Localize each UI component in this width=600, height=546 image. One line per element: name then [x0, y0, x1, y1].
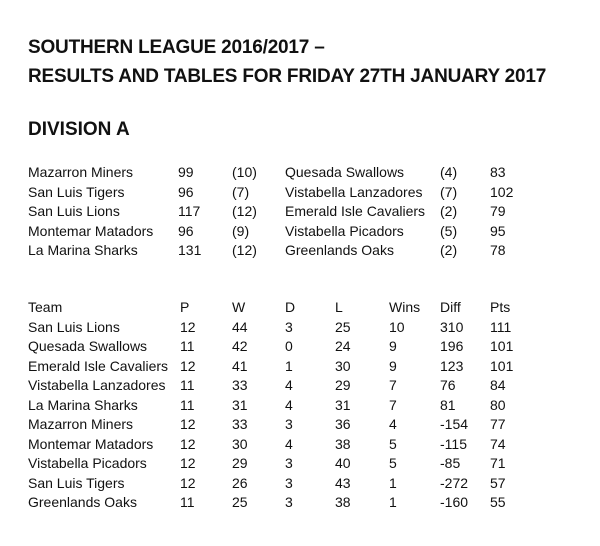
drawn: 3 [285, 416, 293, 432]
home-score: 96 [178, 183, 194, 200]
diff: -160 [440, 494, 469, 510]
away-score: 79 [490, 203, 506, 219]
away-score: 95 [490, 222, 506, 239]
home-points: (12) [232, 203, 257, 219]
points: 57 [490, 474, 506, 491]
page-title-line-1: SOUTHERN LEAGUE 2016/2017 – [28, 37, 325, 58]
won: 41 [232, 357, 248, 374]
points: 101 [490, 357, 514, 374]
won: 31 [232, 396, 248, 413]
away-team: Emerald Isle Cavaliers [285, 203, 426, 219]
drawn: 3 [285, 474, 293, 491]
drawn: 3 [285, 318, 293, 335]
away-points: (2) [440, 242, 458, 258]
diff: 81 [440, 396, 456, 413]
lost: 24 [335, 338, 351, 354]
played: 11 [180, 338, 195, 354]
played: 12 [180, 357, 196, 374]
wins: 4 [389, 416, 397, 432]
drawn: 3 [285, 455, 293, 471]
header-team: Team [28, 299, 63, 315]
played: 12 [180, 455, 196, 471]
points: 74 [490, 435, 506, 452]
home-points: (12) [232, 242, 257, 258]
points: 77 [490, 416, 506, 432]
diff: -85 [440, 455, 461, 471]
wins: 7 [389, 396, 397, 413]
home-score: 131 [178, 242, 202, 258]
won: 44 [232, 318, 248, 335]
team-name: Montemar Matadors [28, 435, 154, 452]
played: 12 [180, 416, 196, 432]
header-played: P [180, 299, 190, 315]
wins: 5 [389, 435, 397, 452]
lost: 29 [335, 377, 351, 393]
diff: 310 [440, 318, 464, 335]
played: 11 [180, 377, 195, 393]
team-name: La Marina Sharks [28, 396, 138, 413]
wins: 5 [389, 455, 397, 471]
team-name: Emerald Isle Cavaliers [28, 357, 169, 374]
lost: 38 [335, 494, 351, 510]
lost: 25 [335, 318, 351, 335]
team-name: Mazarron Miners [28, 416, 134, 432]
diff: -154 [440, 416, 469, 432]
home-team: San Luis Lions [28, 203, 120, 219]
home-team: Montemar Matadors [28, 222, 154, 239]
won: 29 [232, 455, 248, 471]
wins: 10 [389, 318, 405, 335]
home-points: (10) [232, 164, 257, 180]
drawn: 4 [285, 377, 293, 393]
home-score: 99 [178, 164, 194, 180]
away-points: (7) [440, 183, 458, 200]
lost: 43 [335, 474, 351, 491]
won: 33 [232, 416, 248, 432]
away-score: 102 [490, 183, 514, 200]
lost: 40 [335, 455, 351, 471]
wins: 9 [389, 338, 397, 354]
won: 42 [232, 338, 248, 354]
away-team: Greenlands Oaks [285, 242, 394, 258]
team-name: San Luis Lions [28, 318, 120, 335]
played: 12 [180, 435, 196, 452]
wins: 1 [389, 494, 397, 510]
points: 71 [490, 455, 506, 471]
team-name: Vistabella Picadors [28, 455, 147, 471]
drawn: 3 [285, 494, 293, 510]
points: 55 [490, 494, 506, 510]
header-points: Pts [490, 299, 511, 315]
diff: 196 [440, 338, 464, 354]
away-score: 83 [490, 164, 506, 180]
header-drawn: D [285, 299, 296, 315]
drawn: 1 [285, 357, 293, 374]
team-name: Greenlands Oaks [28, 494, 137, 510]
drawn: 4 [285, 396, 293, 413]
team-name: Quesada Swallows [28, 338, 148, 354]
home-team: San Luis Tigers [28, 183, 125, 200]
away-team: Vistabella Picadors [285, 222, 404, 239]
lost: 30 [335, 357, 351, 374]
header-lost: L [335, 299, 343, 315]
points: 84 [490, 377, 506, 393]
won: 26 [232, 474, 248, 491]
wins: 1 [389, 474, 397, 491]
home-team: Mazarron Miners [28, 164, 134, 180]
header-won: W [232, 299, 246, 315]
home-points: (7) [232, 183, 250, 200]
home-points: (9) [232, 222, 250, 239]
wins: 9 [389, 357, 397, 374]
diff: 76 [440, 377, 456, 393]
header-diff: Diff [440, 299, 461, 315]
away-score: 78 [490, 242, 506, 258]
wins: 7 [389, 377, 397, 393]
drawn: 0 [285, 338, 293, 354]
away-team: Quesada Swallows [285, 164, 405, 180]
page-title [28, 33, 546, 91]
header-wins: Wins [389, 299, 421, 315]
division-title: DIVISION A [28, 119, 130, 140]
lost: 36 [335, 416, 351, 432]
lost: 31 [335, 396, 351, 413]
away-points: (5) [440, 222, 458, 239]
points: 101 [490, 338, 514, 354]
won: 33 [232, 377, 248, 393]
played: 11 [180, 396, 195, 413]
team-name: Vistabella Lanzadores [28, 377, 166, 393]
diff: -115 [440, 435, 467, 452]
home-team: La Marina Sharks [28, 242, 138, 258]
points: 80 [490, 396, 506, 413]
lost: 38 [335, 435, 351, 452]
won: 25 [232, 494, 248, 510]
played: 12 [180, 318, 196, 335]
home-score: 117 [178, 203, 201, 219]
away-points: (2) [440, 203, 458, 219]
played: 11 [180, 494, 195, 510]
away-points: (4) [440, 164, 458, 180]
diff: -272 [440, 474, 469, 491]
won: 30 [232, 435, 248, 452]
away-team: Vistabella Lanzadores [285, 183, 423, 200]
page-title-line-2: RESULTS AND TABLES FOR FRIDAY 27TH JANUARY 2017 [28, 66, 547, 87]
diff: 123 [440, 357, 464, 374]
drawn: 4 [285, 435, 293, 452]
home-score: 96 [178, 222, 194, 239]
team-name: San Luis Tigers [28, 474, 125, 491]
played: 12 [180, 474, 196, 491]
points: 111 [490, 318, 512, 335]
